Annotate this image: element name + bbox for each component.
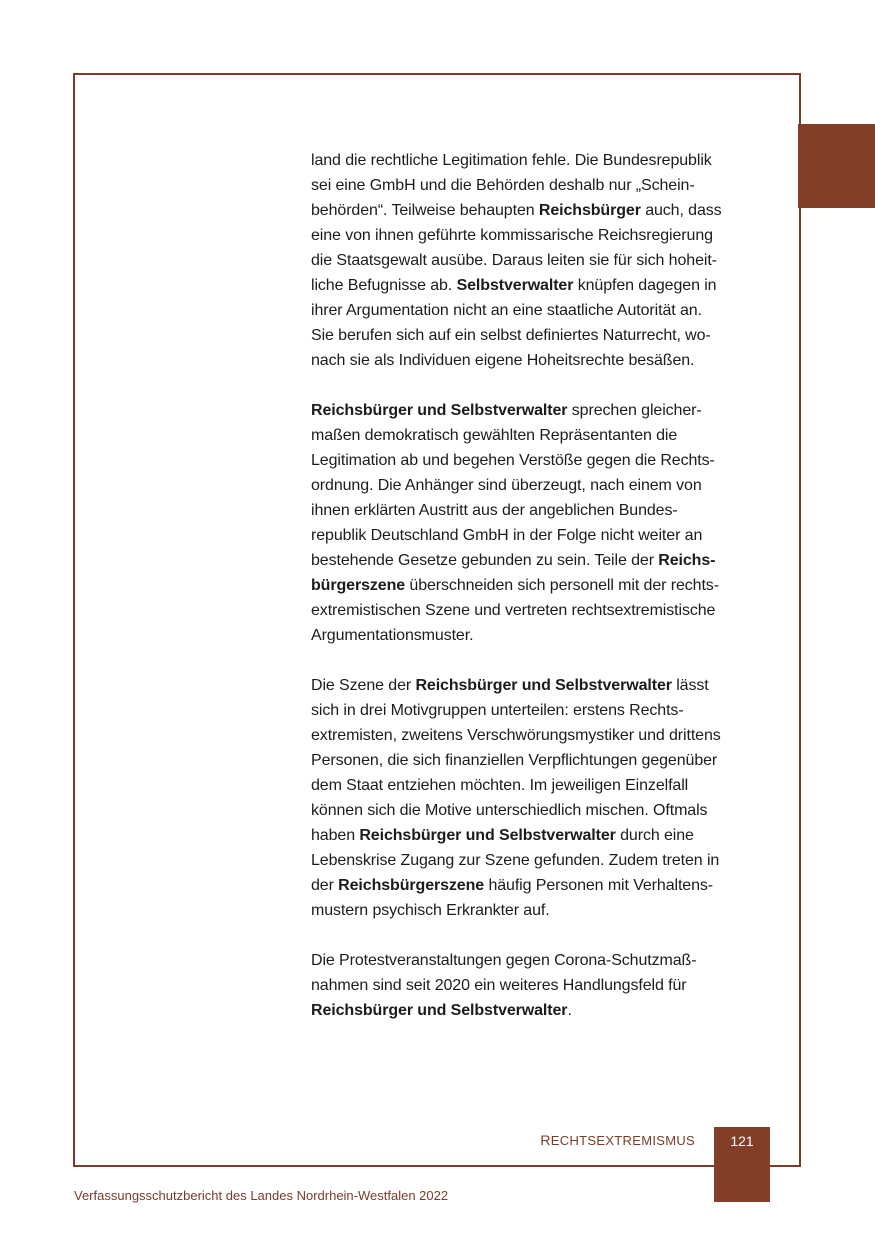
page-number: 121 [730, 1133, 754, 1149]
section-label-initial: R [540, 1132, 551, 1148]
section-label-rest: ECHTSEXTREMISMUS [550, 1133, 695, 1148]
text-line [311, 398, 769, 423]
text-line [311, 573, 769, 598]
text-run: häufig Personen mit Verhaltens- [484, 877, 714, 894]
text-line [311, 748, 769, 773]
text-line [311, 498, 769, 523]
text-line [311, 223, 769, 248]
text-run: liche Befugnisse ab. [311, 277, 457, 294]
text-run: ihnen erklärten Austritt aus der angeblichen Bundes- [311, 502, 678, 519]
text-line [311, 873, 769, 898]
text-run: republik Deutschland GmbH in der Folge nicht weiter an [311, 527, 703, 544]
text-line [311, 998, 769, 1023]
body-text [311, 148, 769, 1048]
text-line [311, 298, 769, 323]
text-line [311, 248, 769, 273]
text-run: dem Staat entziehen möchten. Im jeweiligen Einzelfall [311, 777, 689, 794]
text-line [311, 348, 769, 373]
emphasized-term: Reichsbürgerszene [338, 877, 485, 894]
text-run: eine von ihnen geführte kommissarische Reichsregierung [311, 227, 713, 244]
text-run: Legitimation ab und begehen Verstöße gegen die Rechts- [311, 452, 715, 469]
text-line [311, 623, 769, 648]
report-footer: Verfassungsschutzbericht des Landes Nordrhein-Westfalen 2022 [74, 1188, 449, 1203]
text-line [311, 798, 769, 823]
text-run: nahmen sind seit 2020 ein weiteres Handlungsfeld für [311, 977, 687, 994]
text-run: Personen, die sich finanziellen Verpflichtungen gegenüber [311, 752, 718, 769]
text-run: mustern psychisch Erkrankter auf. [311, 902, 550, 919]
text-line [311, 473, 769, 498]
emphasized-term: Reichs- [658, 552, 716, 569]
text-run: knüpfen dagegen in [573, 277, 717, 294]
text-line [311, 673, 769, 698]
text-run: die Staatsgewalt ausübe. Daraus leiten sie für sich hoheit- [311, 252, 717, 269]
text-run: extremisten, zweitens Verschwörungsmystiker und drittens [311, 727, 721, 744]
emphasized-term: Reichsbürger [538, 202, 641, 219]
text-line [311, 448, 769, 473]
text-run: überschneiden sich personell mit der rechts- [405, 577, 719, 594]
text-run: durch eine [615, 827, 694, 844]
text-run: sei eine GmbH und die Behörden deshalb nur „Schein- [311, 177, 695, 194]
text-line [311, 723, 769, 748]
emphasized-term: Selbstverwalter [456, 277, 574, 294]
text-line [311, 523, 769, 548]
text-line [311, 848, 769, 873]
text-run: nach sie als Individuen eigene Hoheitsrechte besäßen. [311, 352, 695, 369]
text-line [311, 323, 769, 348]
text-run: Sie berufen sich auf ein selbst definiertes Naturrecht, wo- [311, 327, 711, 344]
text-run: Argumentationsmuster. [311, 627, 474, 644]
text-run: bestehende Gesetze gebunden zu sein. Teile der [311, 552, 659, 569]
text-run: maßen demokratisch gewählten Repräsentanten die [311, 427, 678, 444]
text-run: Die Szene der [311, 677, 416, 694]
text-run: der [311, 877, 339, 894]
chapter-tab-marker [798, 124, 875, 208]
text-line [311, 948, 769, 973]
text-run: Die Protestveranstaltungen gegen Corona-Schutzmaß- [311, 952, 697, 969]
text-run: haben [311, 827, 360, 844]
text-run: lässt [671, 677, 709, 694]
paragraph [311, 673, 769, 923]
text-line [311, 973, 769, 998]
text-run: können sich die Motive unterschiedlich mischen. Oftmals [311, 802, 708, 819]
text-run: sprechen gleicher- [567, 402, 702, 419]
text-line [311, 598, 769, 623]
text-run: behörden“. Teilweise behaupten [311, 202, 539, 219]
text-line [311, 823, 769, 848]
text-run: auch, dass [640, 202, 722, 219]
paragraph [311, 948, 769, 1023]
emphasized-term: Reichsbürger und Selbstverwalter [311, 1002, 568, 1019]
emphasized-term: Reichsbürger und Selbstverwalter [359, 827, 616, 844]
text-run: Lebenskrise Zugang zur Szene gefunden. Zudem treten in [311, 852, 720, 869]
section-label [540, 1130, 695, 1151]
paragraph [311, 148, 769, 373]
text-run: ihrer Argumentation nicht an eine staatliche Autorität an. [311, 302, 702, 319]
paragraph [311, 398, 769, 648]
text-line [311, 423, 769, 448]
emphasized-term: bürgerszene [311, 577, 406, 594]
text-run: ordnung. Die Anhänger sind überzeugt, nach einem von [311, 477, 702, 494]
emphasized-term: Reichsbürger und Selbstverwalter [311, 402, 568, 419]
text-line [311, 148, 769, 173]
text-line [311, 173, 769, 198]
text-line [311, 273, 769, 298]
text-line [311, 698, 769, 723]
text-line [311, 898, 769, 923]
text-line [311, 548, 769, 573]
text-run: extremistischen Szene und vertreten rechtsextremistische [311, 602, 716, 619]
text-run: land die rechtliche Legitimation fehle. Die Bundesrepublik [311, 152, 712, 169]
text-line [311, 198, 769, 223]
text-run: sich in drei Motivgruppen unterteilen: erstens Rechts- [311, 702, 684, 719]
page-number-box [714, 1127, 770, 1202]
text-run: . [567, 1002, 572, 1019]
text-line [311, 773, 769, 798]
emphasized-term: Reichsbürger und Selbstverwalter [415, 677, 672, 694]
